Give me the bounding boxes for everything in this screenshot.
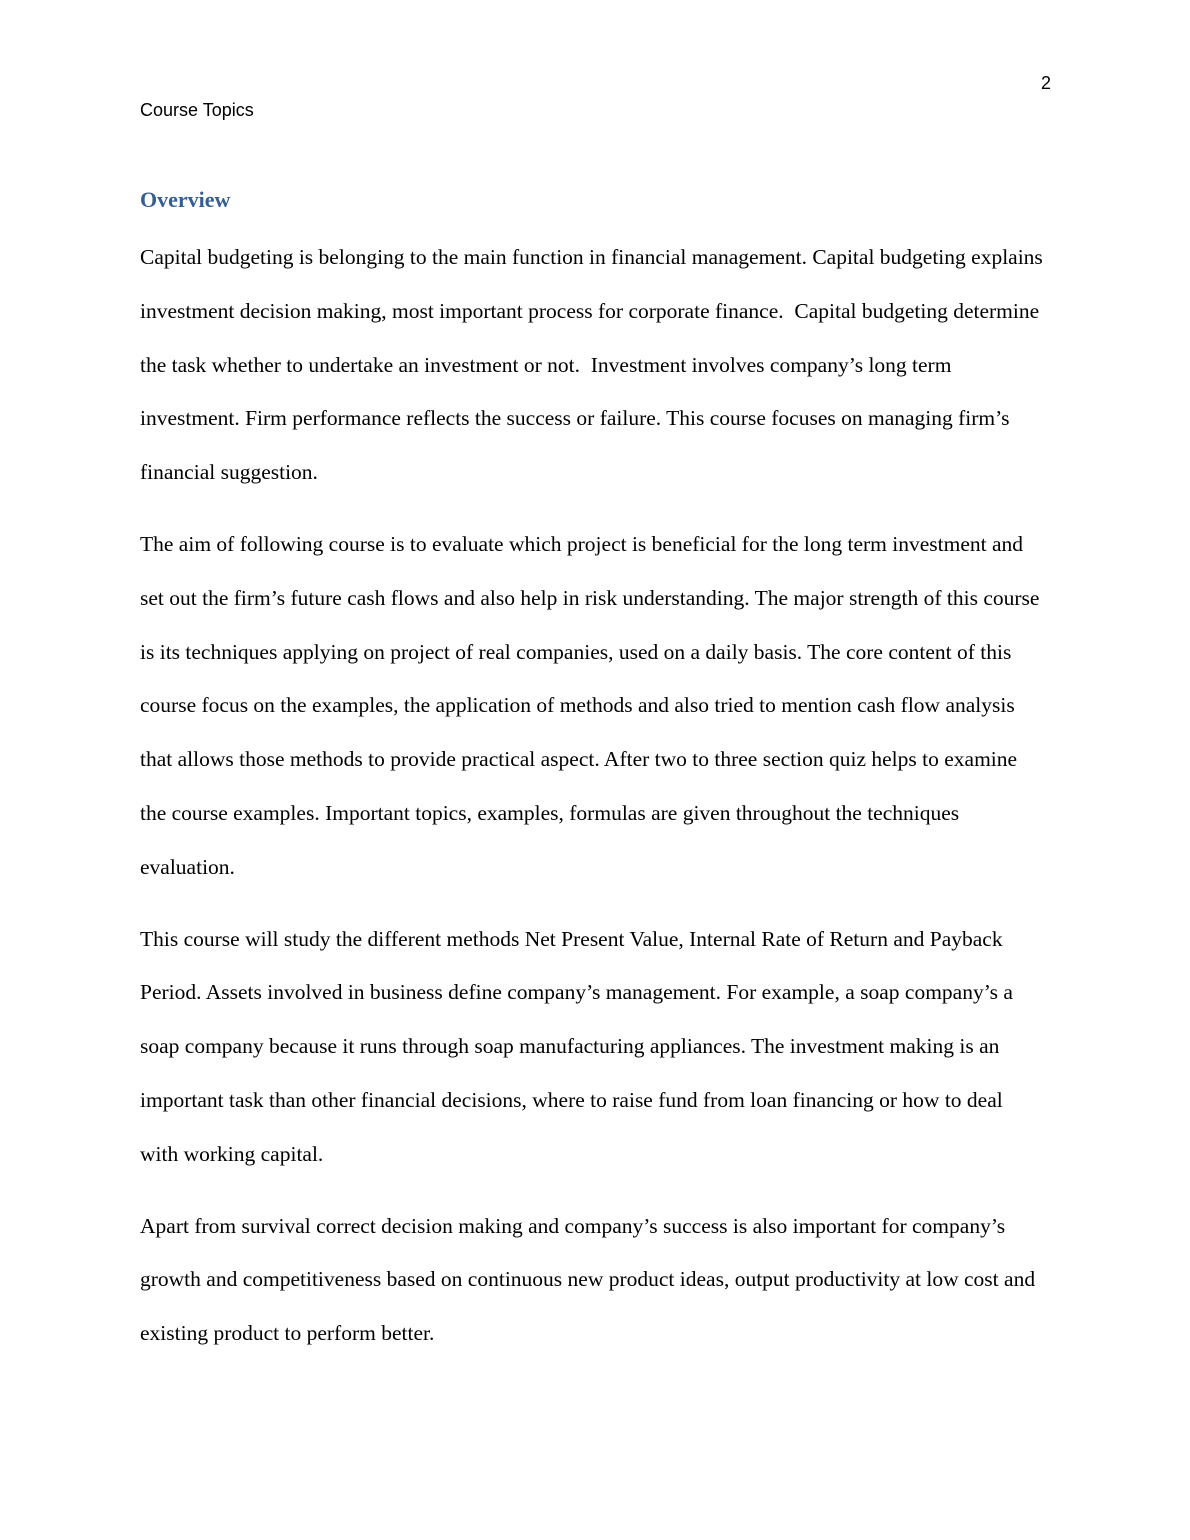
paragraph-1: Capital budgeting is belonging to the main function in financial management. Capital budgeting explains investment decision making, most important process for corporate finance. Capital budgeting determine the task whether to undertake an investment or not. Investment involves company’s long term investment. Firm performance reflects the success or failure. This course focuses on managing firm’s financial suggestion. xyxy=(140,245,1049,485)
running-head: Course Topics xyxy=(140,100,254,120)
page-number: 2 xyxy=(1040,73,1051,93)
paragraph-4: Apart from survival correct decision making and company’s success is also important for company’s growth and competitiveness based on continuous new product ideas, output productivity at low cost and existing product to perform better. xyxy=(140,1213,1041,1346)
paragraph-2: The aim of following course is to evaluate which project is beneficial for the long term investment and set out the firm’s future cash flows and also help in risk understanding. The major strength of this course is its techniques applying on project of real companies, used on a daily basis. The core content of this course focus on the examples, the application of methods and also tried to mention cash flow analysis that allows those methods to provide practical aspect. After two to three section quiz helps to examine the course examples. Important topics, examples, formulas are given throughout the techniques evaluation. xyxy=(140,531,1045,879)
document-body xyxy=(140,184,1049,1379)
paragraph-3: This course will study the different methods Net Present Value, Internal Rate of Return and Payback Period. Assets involved in business define company’s management. For example, a soap company’s a soap company because it runs through soap manufacturing appliances. The investment making is an important task than other financial decisions, where to raise fund from loan financing or how to deal with working capital. xyxy=(140,926,1019,1166)
section-heading: Overview xyxy=(140,187,231,212)
